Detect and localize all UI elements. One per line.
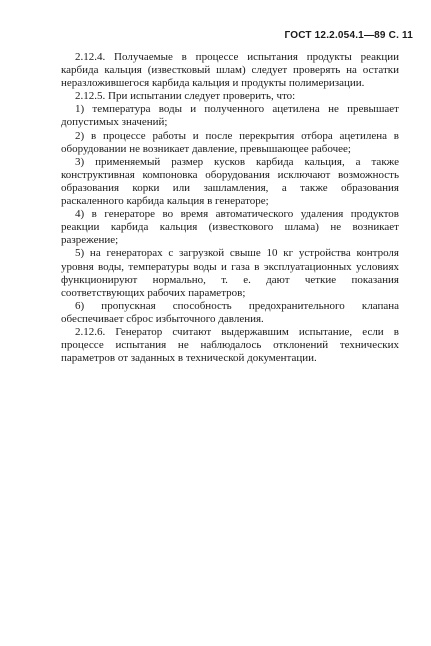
list-item-1: 1) температура воды и полученного ацетилена не превышает допустимых значений; xyxy=(61,103,399,129)
list-item-3: 3) применяемый размер кусков карбида кальция, а также конструктивная компоновка оборудования исключают возможность образования корки или зашламления, а также образования раскаленного карбида кальция в генераторе; xyxy=(61,155,399,208)
paragraph-2-12-5: 2.12.5. При испытании следует проверить, что: xyxy=(75,90,296,103)
paragraph-2-12-6: 2.12.6. Генератор считают выдержавшим испытание, если в процессе испытания не наблюдалось отклонений технических параметров от заданных в технической документации. xyxy=(61,325,399,365)
page-header: ГОСТ 12.2.054.1—89 С. 11 xyxy=(284,30,413,41)
list-item-6: 6) пропускная способность предохранительного клапана обеспечивает сброс избыточного давления. xyxy=(61,299,399,325)
list-item-4: 4) в генераторе во время автоматического удаления продуктов реакции карбида кальция (известкового шлама) не возникает разрежение; xyxy=(61,208,399,247)
document-body xyxy=(61,51,399,365)
list-item-2: 2) в процессе работы и после перекрытия отбора ацетилена в оборудовании не возникает давление, превышающее рабочее; xyxy=(61,129,399,155)
paragraph-2-12-4: 2.12.4. Получаемые в процессе испытания продукты реакции карбида кальция (известковый шлам) следует проверять на остатки неразложившегося карбида кальция и продукты полимеризации. xyxy=(61,51,399,90)
list-item-5: 5) на генераторах с загрузкой свыше 10 кг устройства контроля уровня воды, температуры воды и газа в эксплуатационных условиях функционируют нормально, т. е. дают четкие показания соответствующих рабочих параметров; xyxy=(61,247,399,299)
